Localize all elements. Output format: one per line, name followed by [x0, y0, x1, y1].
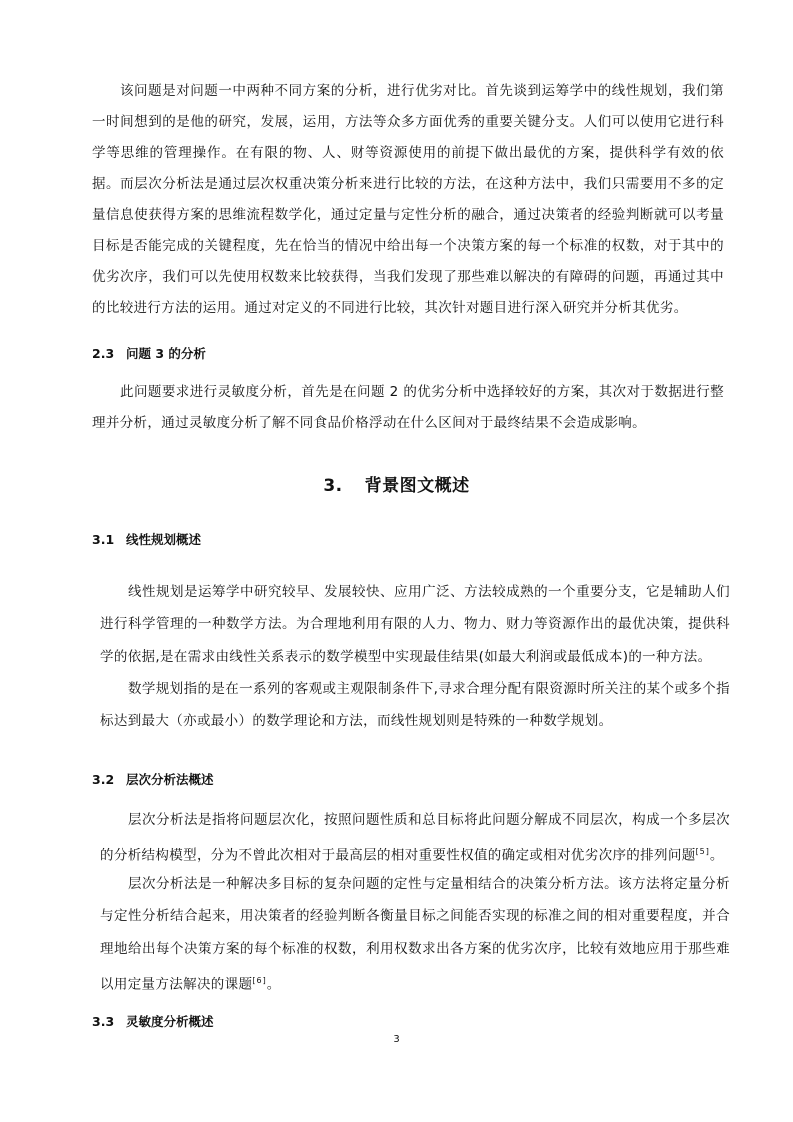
paragraph-text: 层次分析法是一种解决多目标的复杂问题的定性与定量相结合的决策分析方法。该方法将定量分析与定性分析结合起来，用决策者的经验判断各衡量目标之间能否实现的标准之间的相对重要程度，并合理地给出每个决策方案的每个标准的权数，利用权数求出各方案的优劣次序，比较有效地应用于那些难以用定量方法解决的课题 — [100, 876, 730, 993]
chapter-heading-3 — [0, 471, 793, 496]
citation-ref: [6] — [252, 975, 267, 985]
paragraph-text: 层次分析法是指将问题层次化，按照问题性质和总目标将此问题分解成不同层次，构成一个多层次的分析结构模型，分为不曾此次相对于最高层的相对重要性权值的确定或相对优劣次序的排列问题 — [100, 812, 730, 864]
section-heading-3-2 — [92, 770, 214, 788]
section-heading-3-1 — [92, 530, 201, 548]
section-title: 问题 3 的分析 — [126, 346, 206, 361]
section-title: 层次分析法概述 — [126, 772, 214, 787]
chapter-title: 背景图文概述 — [364, 476, 470, 496]
section-title: 线性规划概述 — [126, 532, 202, 547]
paragraph-problem2-analysis: 该问题是对问题一中两种不同方案的分析，进行优劣对比。首先谈到运筹学中的线性规划，我们第一时间想到的是他的研究，发展，运用，方法等众多方面优秀的重要关键分支。人们可以使用它进行科学等思维的管理操作。在有限的物、人、财等资源使用的前提下做出最优的方案，提供科学有效的依据。而层次分析法是通过层次权重决策分析来进行比较的方法，在这种方法中，我们只需要用不多的定量信息使获得方案的思维流程数学化，通过定量与定性分析的融合，通过决策者的经验判断就可以考量目标是否能完成的关键程度，先在恰当的情况中给出每一个决策方案的每一个标准的权数，对于其中的优劣次序，我们可以先使用权数来比较获得，当我们发现了那些难以解决的有障碍的问题，再通过其中的比较进行方法的运用。通过对定义的不同进行比较，其次针对题目进行深入研究并分析其优劣。 — [92, 83, 724, 316]
chapter-number: 3. — [323, 476, 343, 496]
section-number: 2.3 — [92, 346, 115, 361]
paragraph-end: 。 — [266, 976, 281, 993]
paragraph-problem3-analysis: 此问题要求进行灵敏度分析，首先是在问题 2 的优劣分析中选择较好的方案，其次对于数据进行整理并分析，通过灵敏度分析了解不同食品价格浮动在什么区间对于最终结果不会造成影响。 — [92, 384, 724, 431]
section-number: 3.2 — [92, 772, 115, 787]
paragraph-end: 。 — [709, 847, 724, 864]
section-title: 灵敏度分析概述 — [126, 1014, 214, 1029]
section-number: 3.1 — [92, 532, 115, 547]
section-heading-3-3 — [92, 1012, 214, 1030]
paragraph-ahp-1 — [100, 804, 730, 872]
paragraph-linear-programming-1: 线性规划是运筹学中研究较早、发展较快、应用广泛、方法较成熟的一个重要分支，它是辅助人们进行科学管理的一种数学方法。为合理地利用有限的人力、物力、财力等资源作出的最优决策，提供科学的依据,是在需求由线性关系表示的数学模型中实现最佳结果(如最大利润或最低成本)的一种方法。 — [100, 584, 730, 665]
citation-ref: [5] — [695, 847, 710, 857]
paragraph-linear-programming-2: 数学规划指的是在一系列的客观或主观限制条件下,寻求合理分配有限资源时所关注的某个或多个指标达到最大（亦或最小）的数学理论和方法，而线性规划则是特殊的一种数学规划。 — [100, 681, 730, 730]
section-number: 3.3 — [92, 1014, 115, 1029]
paragraph-ahp-2 — [100, 868, 730, 1001]
section-heading-2-3 — [92, 344, 206, 362]
page-number: 3 — [393, 1034, 400, 1045]
